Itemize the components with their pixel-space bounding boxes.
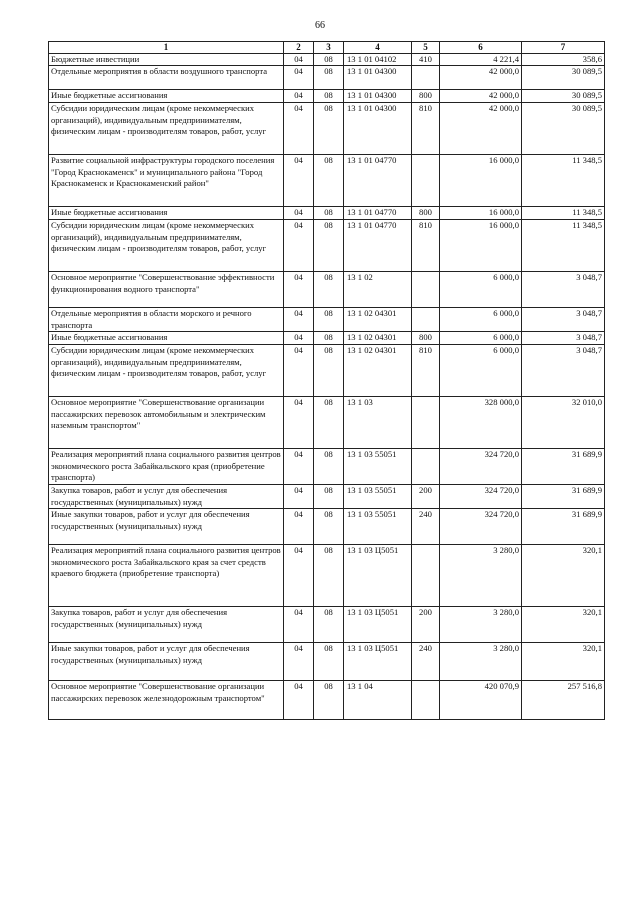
row-name-cell: Субсидии юридическим лицам (кроме некоммерческих организаций), индивидуальным предпринимателям, физическим лицам - производителям товаров, работ, услуг [49,220,284,272]
planned-amount-cell: 420 070,9 [440,681,522,720]
expense-type-cell [412,545,440,607]
expense-type-cell: 810 [412,103,440,155]
row-name-cell: Основное мероприятие "Совершенствование организации пассажирских перевозок автомобильным и электрическим наземным транспортом" [49,397,284,449]
executed-amount-cell: 31 689,9 [522,509,605,545]
column-header: 3 [314,42,344,54]
table-row [49,103,605,155]
section-cell: 04 [284,509,314,545]
row-name-cell: Развитие социальной инфраструктуры городского поселения "Город Краснокаменск" и муниципального района "Город Краснокаменск и Краснокаменский район" [49,155,284,207]
executed-amount-cell: 30 089,5 [522,103,605,155]
planned-amount-cell: 42 000,0 [440,103,522,155]
table-row [49,155,605,207]
subsection-cell: 08 [314,155,344,207]
subsection-cell: 08 [314,207,344,220]
table-row [49,272,605,308]
table-header-row [49,42,605,54]
planned-amount-cell: 324 720,0 [440,485,522,509]
target-code-cell: 13 1 02 04301 [344,308,412,332]
planned-amount-cell: 3 280,0 [440,545,522,607]
target-code-cell: 13 1 03 Ц5051 [344,607,412,643]
target-code-cell: 13 1 03 55051 [344,485,412,509]
table-row [49,54,605,66]
executed-amount-cell: 320,1 [522,545,605,607]
table-row [49,66,605,90]
section-cell: 04 [284,345,314,397]
table-row [49,607,605,643]
planned-amount-cell: 6 000,0 [440,332,522,345]
target-code-cell: 13 1 02 04301 [344,345,412,397]
planned-amount-cell: 324 720,0 [440,509,522,545]
column-header: 7 [522,42,605,54]
subsection-cell: 08 [314,308,344,332]
executed-amount-cell: 32 010,0 [522,397,605,449]
target-code-cell: 13 1 01 04770 [344,155,412,207]
subsection-cell: 08 [314,66,344,90]
executed-amount-cell: 3 048,7 [522,308,605,332]
expense-type-cell [412,272,440,308]
table-row [49,681,605,720]
section-cell: 04 [284,220,314,272]
expense-type-cell: 240 [412,643,440,681]
row-name-cell: Иные закупки товаров, работ и услуг для обеспечения государственных (муниципальных) нужд [49,509,284,545]
expense-type-cell: 200 [412,485,440,509]
column-header: 5 [412,42,440,54]
planned-amount-cell: 324 720,0 [440,449,522,485]
table-row [49,220,605,272]
executed-amount-cell: 257 516,8 [522,681,605,720]
row-name-cell: Иные бюджетные ассигнования [49,207,284,220]
planned-amount-cell: 6 000,0 [440,345,522,397]
table-row [49,332,605,345]
section-cell: 04 [284,332,314,345]
expense-type-cell [412,449,440,485]
section-cell: 04 [284,449,314,485]
table-row [49,643,605,681]
planned-amount-cell: 3 280,0 [440,607,522,643]
subsection-cell: 08 [314,545,344,607]
planned-amount-cell: 6 000,0 [440,272,522,308]
row-name-cell: Бюджетные инвестиции [49,54,284,66]
subsection-cell: 08 [314,643,344,681]
target-code-cell: 13 1 03 Ц5051 [344,643,412,681]
planned-amount-cell: 328 000,0 [440,397,522,449]
row-name-cell: Реализация мероприятий плана социального развития центров экономического роста Забайкальского края (приобретение транспорта) [49,449,284,485]
row-name-cell: Субсидии юридическим лицам (кроме некоммерческих организаций), индивидуальным предпринимателям, физическим лицам - производителям товаров, работ, услуг [49,345,284,397]
section-cell: 04 [284,485,314,509]
target-code-cell: 13 1 01 04102 [344,54,412,66]
column-header: 2 [284,42,314,54]
target-code-cell: 13 1 02 [344,272,412,308]
executed-amount-cell: 320,1 [522,607,605,643]
subsection-cell: 08 [314,103,344,155]
subsection-cell: 08 [314,449,344,485]
table-row [49,397,605,449]
section-cell: 04 [284,54,314,66]
executed-amount-cell: 11 348,5 [522,207,605,220]
executed-amount-cell: 3 048,7 [522,272,605,308]
expense-type-cell: 410 [412,54,440,66]
row-name-cell: Основное мероприятие "Совершенствование эффективности функционирования водного транспорта" [49,272,284,308]
subsection-cell: 08 [314,509,344,545]
target-code-cell: 13 1 01 04300 [344,66,412,90]
section-cell: 04 [284,155,314,207]
executed-amount-cell: 30 089,5 [522,66,605,90]
expense-type-cell: 240 [412,509,440,545]
target-code-cell: 13 1 03 [344,397,412,449]
row-name-cell: Реализация мероприятий плана социального развития центров экономического роста Забайкальского края за счет средств краевого бюджета (приобретение транспорта) [49,545,284,607]
table-row [49,545,605,607]
target-code-cell: 13 1 01 04300 [344,103,412,155]
row-name-cell: Отдельные мероприятия в области морского и речного транспорта [49,308,284,332]
target-code-cell: 13 1 01 04770 [344,207,412,220]
subsection-cell: 08 [314,607,344,643]
column-header: 6 [440,42,522,54]
planned-amount-cell: 6 000,0 [440,308,522,332]
executed-amount-cell: 3 048,7 [522,345,605,397]
expense-type-cell: 810 [412,345,440,397]
table-row [49,449,605,485]
subsection-cell: 08 [314,397,344,449]
row-name-cell: Основное мероприятие "Совершенствование организации пассажирских перевозок железнодорожным транспортом" [49,681,284,720]
expense-type-cell: 800 [412,332,440,345]
planned-amount-cell: 3 280,0 [440,643,522,681]
executed-amount-cell: 30 089,5 [522,90,605,103]
row-name-cell: Иные закупки товаров, работ и услуг для обеспечения государственных (муниципальных) нужд [49,643,284,681]
table-row [49,485,605,509]
budget-table [48,41,605,720]
table-row [49,509,605,545]
expense-type-cell: 800 [412,90,440,103]
expense-type-cell [412,66,440,90]
planned-amount-cell: 4 221,4 [440,54,522,66]
target-code-cell: 13 1 01 04300 [344,90,412,103]
section-cell: 04 [284,607,314,643]
table-row [49,207,605,220]
section-cell: 04 [284,545,314,607]
row-name-cell: Отдельные мероприятия в области воздушного транспорта [49,66,284,90]
planned-amount-cell: 16 000,0 [440,155,522,207]
subsection-cell: 08 [314,345,344,397]
section-cell: 04 [284,103,314,155]
section-cell: 04 [284,397,314,449]
executed-amount-cell: 320,1 [522,643,605,681]
row-name-cell: Закупка товаров, работ и услуг для обеспечения государственных (муниципальных) нужд [49,485,284,509]
executed-amount-cell: 358,6 [522,54,605,66]
planned-amount-cell: 16 000,0 [440,207,522,220]
subsection-cell: 08 [314,220,344,272]
target-code-cell: 13 1 03 55051 [344,449,412,485]
target-code-cell: 13 1 03 Ц5051 [344,545,412,607]
table-row [49,345,605,397]
target-code-cell: 13 1 02 04301 [344,332,412,345]
subsection-cell: 08 [314,272,344,308]
subsection-cell: 08 [314,90,344,103]
subsection-cell: 08 [314,681,344,720]
executed-amount-cell: 11 348,5 [522,220,605,272]
executed-amount-cell: 31 689,9 [522,485,605,509]
planned-amount-cell: 42 000,0 [440,90,522,103]
planned-amount-cell: 16 000,0 [440,220,522,272]
table-row [49,90,605,103]
expense-type-cell: 810 [412,220,440,272]
section-cell: 04 [284,272,314,308]
row-name-cell: Иные бюджетные ассигнования [49,90,284,103]
section-cell: 04 [284,308,314,332]
executed-amount-cell: 11 348,5 [522,155,605,207]
subsection-cell: 08 [314,485,344,509]
row-name-cell: Иные бюджетные ассигнования [49,332,284,345]
subsection-cell: 08 [314,332,344,345]
table-row [49,308,605,332]
expense-type-cell [412,681,440,720]
section-cell: 04 [284,66,314,90]
target-code-cell: 13 1 01 04770 [344,220,412,272]
page-number: 66 [315,20,325,31]
expense-type-cell: 200 [412,607,440,643]
expense-type-cell [412,308,440,332]
target-code-cell: 13 1 04 [344,681,412,720]
planned-amount-cell: 42 000,0 [440,66,522,90]
row-name-cell: Субсидии юридическим лицам (кроме некоммерческих организаций), индивидуальным предпринимателям, физическим лицам - производителям товаров, работ, услуг [49,103,284,155]
section-cell: 04 [284,643,314,681]
column-header: 4 [344,42,412,54]
target-code-cell: 13 1 03 55051 [344,509,412,545]
executed-amount-cell: 31 689,9 [522,449,605,485]
row-name-cell: Закупка товаров, работ и услуг для обеспечения государственных (муниципальных) нужд [49,607,284,643]
expense-type-cell: 800 [412,207,440,220]
expense-type-cell [412,155,440,207]
section-cell: 04 [284,681,314,720]
section-cell: 04 [284,207,314,220]
executed-amount-cell: 3 048,7 [522,332,605,345]
section-cell: 04 [284,90,314,103]
column-header: 1 [49,42,284,54]
expense-type-cell [412,397,440,449]
subsection-cell: 08 [314,54,344,66]
